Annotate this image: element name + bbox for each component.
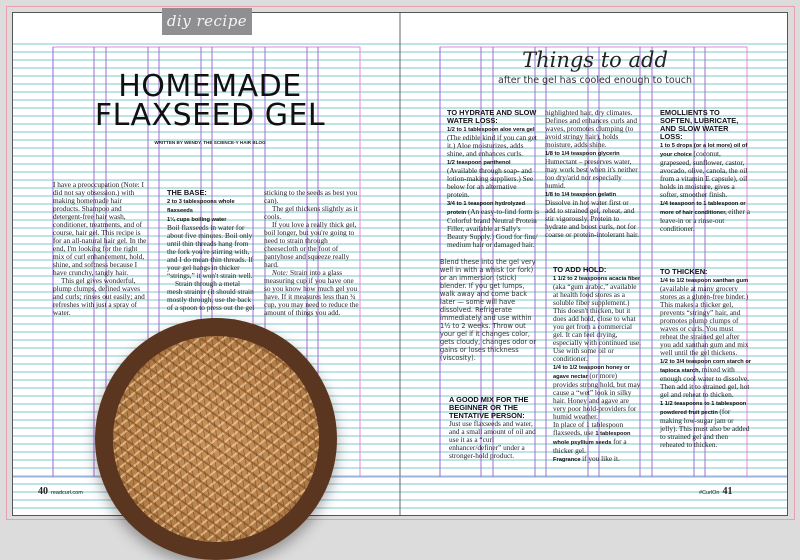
- hydrate-block: [447, 109, 540, 249]
- ingredient-text: 1/8 to 1/4 teaspoon glycerin: [545, 151, 620, 157]
- body-text: for a thicker gel.: [553, 437, 627, 455]
- paragraph: [545, 190, 641, 239]
- ingredient-text: 1¼ cups boiling water: [167, 217, 227, 223]
- paragraph: [447, 125, 540, 158]
- article-title: [60, 69, 360, 133]
- section-subtitle: after the gel has cooled enough to touch: [498, 75, 692, 86]
- body-text: either a leave-in or a rinse-out conditioner.: [660, 207, 750, 233]
- paragraph: [53, 277, 149, 317]
- body-text: Just use flaxseeds and water, and a small amount of oil and use it as a “curl enhancer/definer” under a stronger-hold product.: [449, 419, 536, 460]
- paragraph: [447, 109, 540, 125]
- emollients-block: [660, 109, 750, 233]
- ingredient-text: Fragrance: [553, 457, 583, 463]
- body-text: (for making low-sugar jam or jelly). This must also be added to strained gel and then reheated to thicken.: [660, 407, 750, 449]
- paragraph: [660, 141, 750, 199]
- paragraph: [447, 199, 540, 249]
- paragraph: [660, 199, 750, 233]
- body-text: The gel thickens slightly as it cools.: [264, 204, 358, 221]
- ingredient-text: 1 1/2 to 2 teaspoons acacia fiber: [553, 276, 641, 282]
- site-url: readcurl.com: [51, 490, 83, 496]
- section-tab: diy recipe: [162, 8, 252, 35]
- method-column: [264, 189, 360, 317]
- paragraph: [167, 197, 257, 215]
- beginner-mix-block: [449, 396, 537, 460]
- thicken-block: [660, 268, 752, 449]
- ingredient-text: 1 1/2 teaspoons to 1 tablespoon powdered fruit pectin: [660, 401, 747, 416]
- paragraph: [660, 268, 752, 276]
- paragraph: [447, 158, 540, 199]
- paragraph: [545, 149, 641, 190]
- ingredient-text: 1/4 to 1/2 teaspoon honey or agave nectar: [553, 365, 630, 380]
- paragraph: [53, 181, 149, 277]
- paragraph: [264, 221, 360, 269]
- body-text: Dissolve in hot water first or add to strained gel, reheat, and stir vigorously. Protein to hydrate and boost curls, not for coarse or protein-intolerant hair.: [545, 198, 640, 239]
- ingredient-text: 2 to 3 tablespoons whole flaxseeds: [167, 199, 235, 214]
- body-text: (aka “gum arabic,” available at health food stores as a soluble fiber supplement.) This doesn't thicken, but it does add hold, close to what you get from a commercial gel. It can feel drying, especially with continued use. Use with some oil or conditioner.: [553, 282, 641, 363]
- block-heading: TO THICKEN:: [660, 267, 708, 276]
- paragraph: [660, 357, 752, 399]
- block-heading: THE BASE:: [167, 188, 207, 197]
- paragraph: [264, 189, 360, 205]
- page-number-right: 41: [722, 486, 733, 497]
- hold-block: [553, 266, 643, 464]
- ingredient-text: 1/4 teaspoon to 1 tablespoon or more of hair conditioner,: [660, 201, 746, 216]
- paragraph: [167, 224, 257, 280]
- ingredient-text: 1 tablespoon whole psyllium seeds: [553, 431, 631, 446]
- section-title: Things to add: [522, 48, 668, 72]
- paragraph: [553, 274, 643, 363]
- page-number-left: 40: [38, 486, 48, 497]
- block-heading: TO HYDRATE AND SLOW WATER LOSS:: [447, 108, 537, 125]
- left-folio: [38, 486, 86, 497]
- body-text: highlighted hair, dry climates. Defines and enhances curls and waves, promotes clumping (to avoid stringy hair), holds moisture, adds shine.: [545, 108, 637, 149]
- paragraph: [264, 269, 360, 317]
- body-text: If you love a really thick gel, boil longer, but you're going to need to strain through cheesecloth or the foot of pantyhose and squeeze really hard.: [264, 220, 357, 269]
- paragraph: [440, 258, 540, 362]
- paragraph: [553, 363, 643, 421]
- title-line-1: HOMEMADE: [118, 69, 302, 104]
- base-column: [167, 189, 257, 312]
- ingredient-text: 3/4 to 1 teaspoon hydrolyzed protein: [447, 201, 526, 216]
- body-text: mixed with enough cool water to dissolve. Then add it to strained gel, hot gel and reheat to thicken.: [660, 365, 750, 399]
- body-text: Blend these into the gel very well in with a whisk (or fork) or an immersion (stick) blender. If you get lumps, walk away and come back later — some will have dissolved. Refrigerate immediately and use within 1½ to 2 weeks. Throw out your gel if it changes color, gets cloudy, changes odor or gains or loses thickness (viscosity).: [440, 258, 536, 362]
- blend-instructions-block: [440, 258, 540, 362]
- paragraph: [660, 399, 752, 449]
- block-heading: EMOLLIENTS TO SOFTEN, LUBRICATE, AND SLOW WATER LOSS:: [660, 108, 739, 141]
- body-text: (The edible kind if you can get it.) Aloe moisturizes, adds shine, and enhances curls.: [447, 133, 537, 158]
- body-text: Strain through a metal mesh strainer (it should strain mostly through, use the back of a spoon to press out the gel: [167, 279, 255, 312]
- paragraph: [167, 280, 257, 312]
- paragraph: [449, 420, 537, 460]
- body-text: Note:: [272, 268, 291, 277]
- body-text: Strain into a glass measuring cup if you have one so you know how much gel you have. If it measures less than ¾ cup, you may need to reduce the amount of things you add.: [264, 268, 359, 317]
- body-text: (coconut, grapeseed, sunflower, castor, avocado, olive, canola, the oil from a vitamin E capsule), oil holds in moisture, gives a softer, smoother finish.: [660, 149, 748, 199]
- body-text: if you like it.: [582, 454, 620, 463]
- hashtag: #CurlOn: [699, 490, 720, 496]
- right-folio: [696, 486, 732, 497]
- ingredient-text: 1/2 to 1 tablespoon aloe vera gel: [447, 127, 535, 133]
- paragraph: [553, 455, 643, 464]
- paragraph: [660, 109, 750, 141]
- ingredient-text: 1/4 to 1/2 teaspoon xanthan gum: [660, 278, 749, 284]
- paragraph: [545, 109, 641, 149]
- paragraph: [167, 189, 257, 197]
- block-heading: A GOOD MIX FOR THE BEGINNER OR THE TENTATIVE PERSON:: [449, 395, 529, 420]
- paragraph: [449, 396, 537, 420]
- paragraph: [264, 205, 360, 221]
- body-text: (or more) provides strong hold, but may cause a “wet” look in silky hair. Honey and agave are very poor hold-providers for humid weather.: [553, 371, 641, 421]
- flaxseeds-image: [113, 336, 319, 542]
- ingredient-text: 1/8 to 1/4 teaspoon gelatin: [545, 192, 617, 198]
- body-text: (available at many grocery stores as a gluten-free binder.) This makes a thicker gel, prevents “stringy” hair, and promotes plump clumps of waves or curls. You must reheat the strained gel after you add xanthan gum and mix well until the gel thickens.: [660, 284, 749, 357]
- title-line-2: FLAXSEED GEL: [94, 98, 326, 133]
- body-text: In place of 1 tablespoon flaxseeds, use: [553, 420, 624, 437]
- body-text: I have a preoccupation (Note: I did not say obsession.) with making homemade hair products. Shampoo and detergent-free hair wash, conditioner, treatments, and of course, hair gel. This recipe is for an all-natural hair gel. In the end, I'm looking for the right mix of curl enhancement, hold, shine, and softness because I have crunchy, tangly hair.: [53, 180, 147, 277]
- paragraph: [660, 276, 752, 357]
- ingredient-text: 1 to 5 drops (or a lot more) oil of your choice: [660, 143, 748, 158]
- hydrate-continued-block: [545, 109, 641, 239]
- body-text: (Available through soap- and lotion-making suppliers.) See below for an alternative protein.: [447, 166, 534, 199]
- flaxseed-bowl-photo: [95, 318, 337, 560]
- ingredient-text: 1/2 teaspoon panthenol: [447, 160, 511, 166]
- body-text: Humectant – preserves water, may work best when it's neither too dry/arid nor especially humid.: [545, 157, 638, 190]
- intro-column: [53, 181, 149, 317]
- paragraph: [553, 421, 643, 455]
- body-text: Boil flaxseeds in water for about five minutes. Boil only until thin threads hang from the fork you're stirring with, and I do mean thin threads. If your gel hangs in thicker “strings,” it won't strain well.: [167, 223, 254, 280]
- body-text: sticking to the seeds as best you can).: [264, 188, 358, 205]
- byline: WRITTEN BY WENDY, THE SCIENCE-Y HAIR BLOG: [154, 140, 266, 145]
- body-text: (An easy-to-find form is Colorful brand Neutral Protein Filler, available at Sally's Beauty Supply.) Good for fine/ medium hair or damaged hair.: [447, 207, 539, 249]
- block-heading: TO ADD HOLD:: [553, 265, 607, 274]
- paragraph: [553, 266, 643, 274]
- body-text: This gel gives wonderful, plump clumps, defined waves and curls; rinses out easily; and refreshes with just a spray of water.: [53, 276, 145, 317]
- ingredient-text: 1/2 to 3/4 teaspoon corn starch or tapioca starch,: [660, 359, 752, 374]
